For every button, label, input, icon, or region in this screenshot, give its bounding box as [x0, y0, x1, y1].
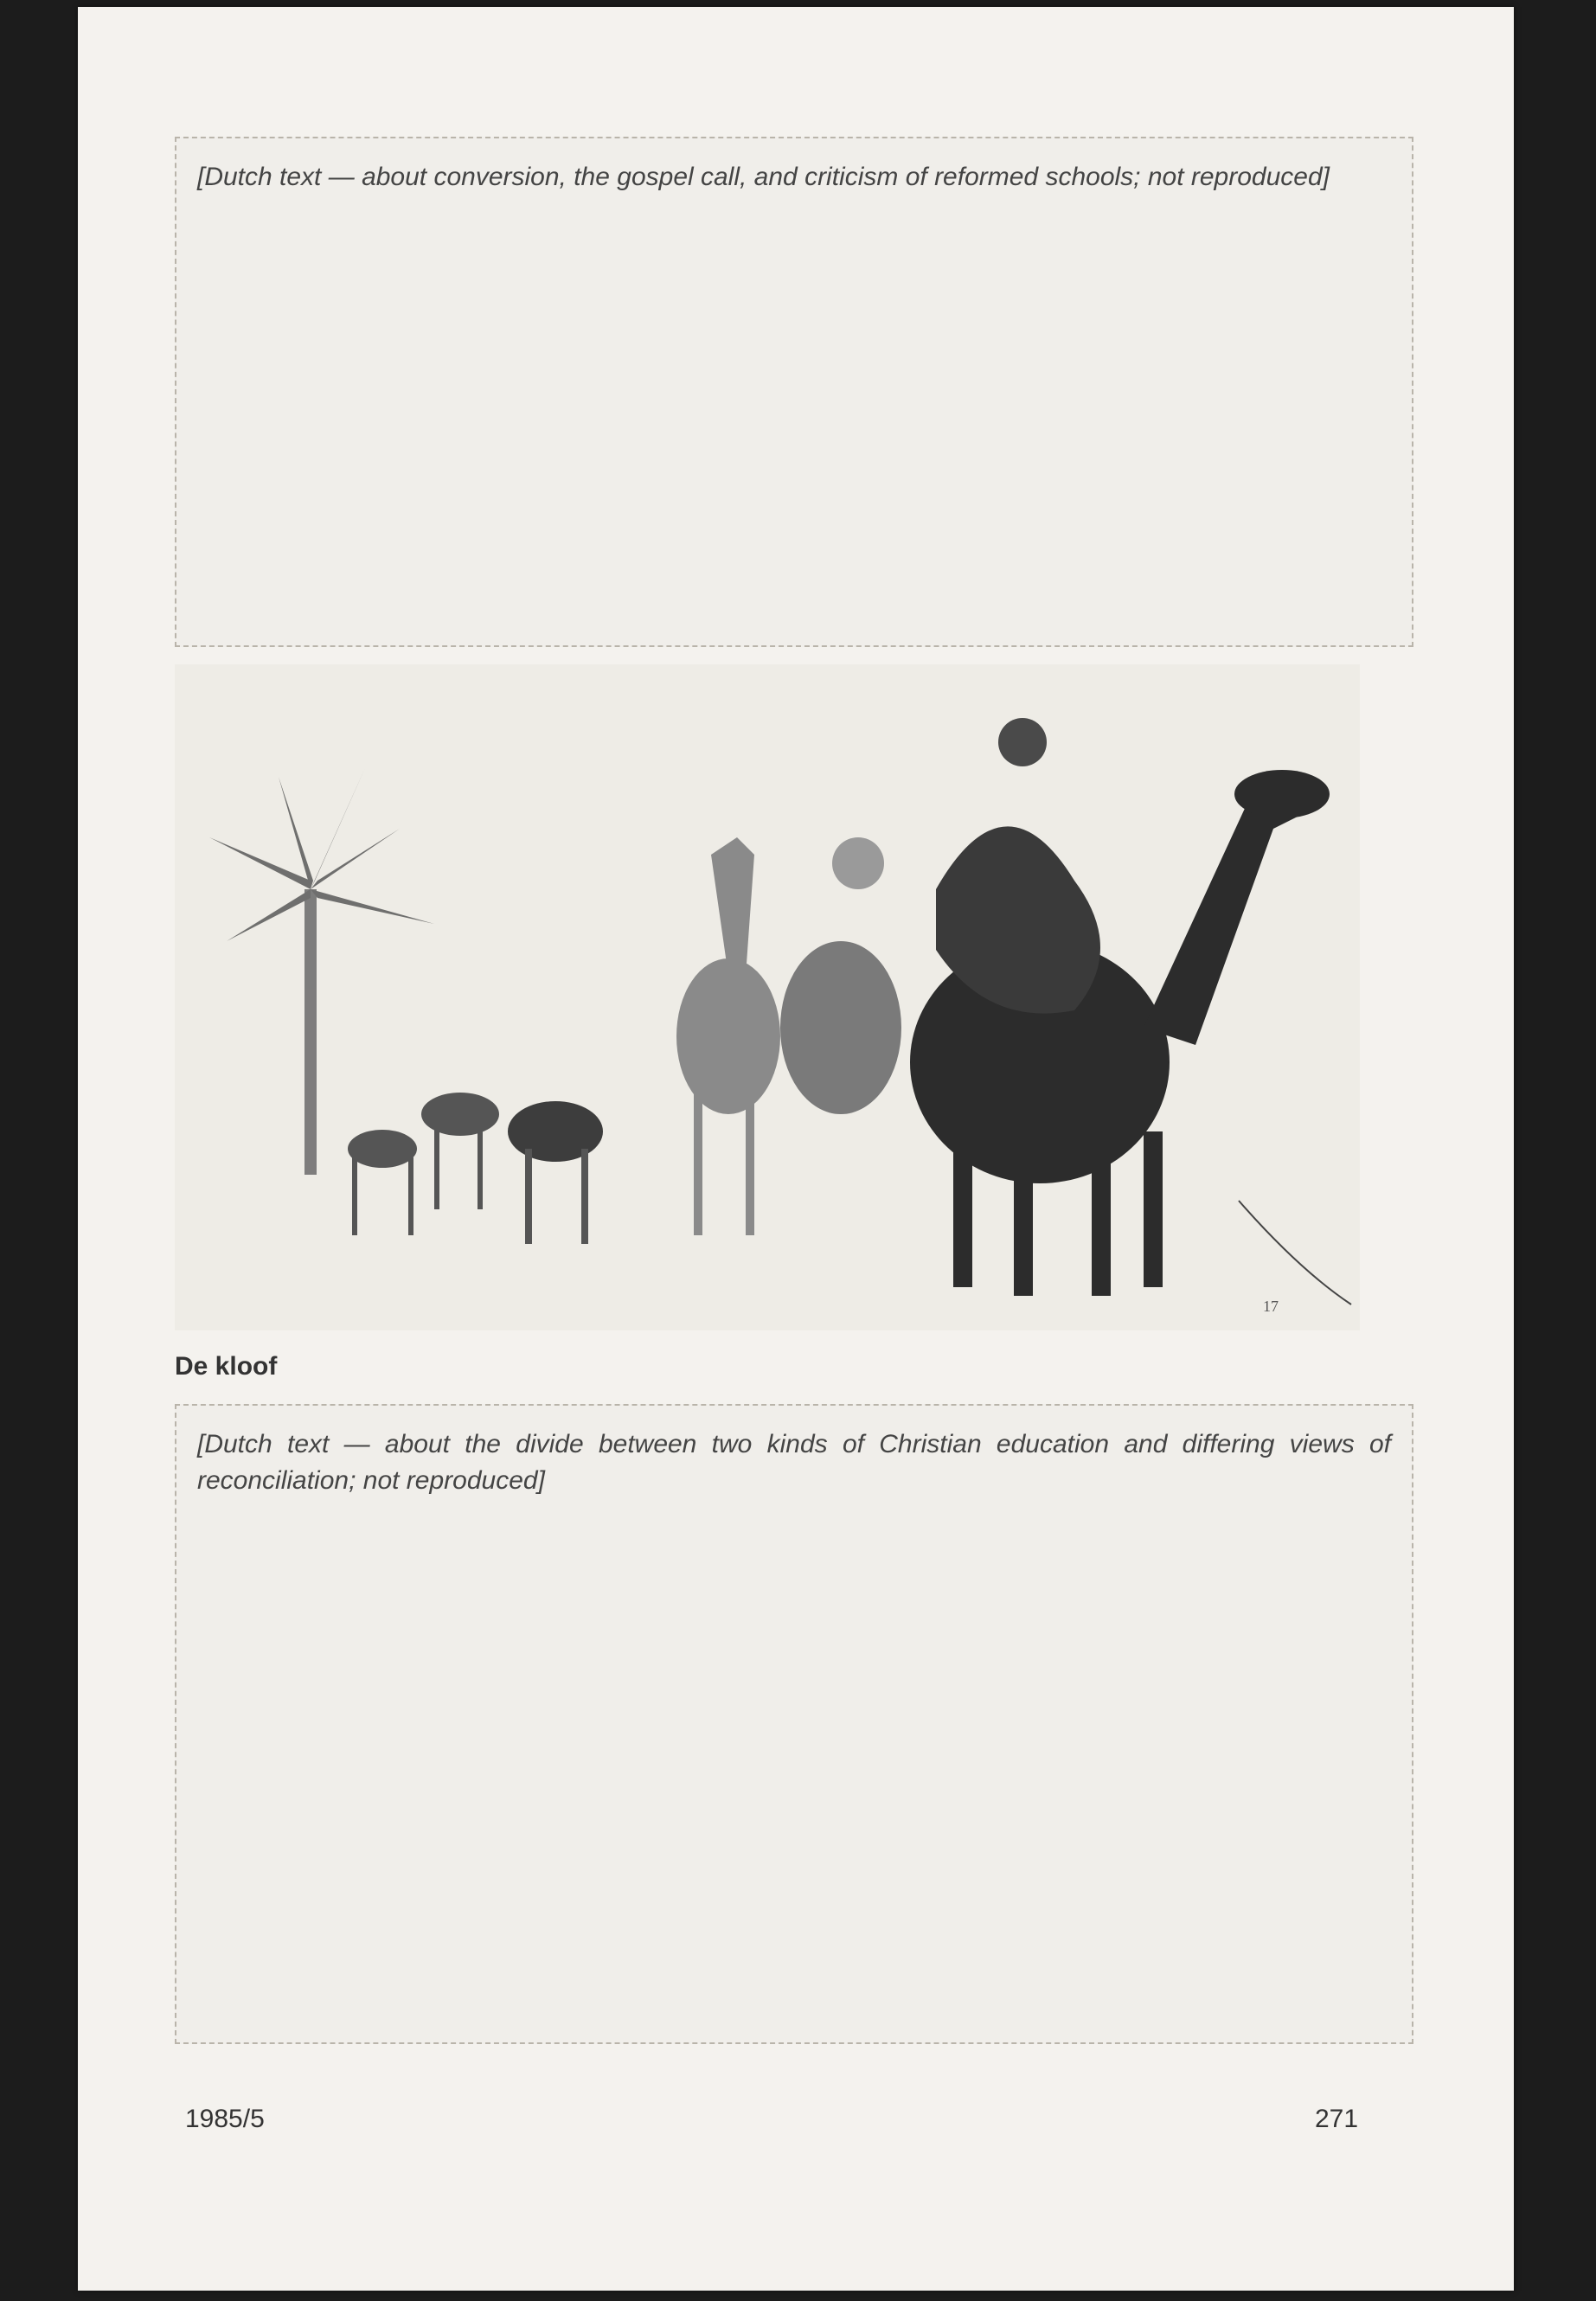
- text-placeholder: [175, 1404, 1413, 2044]
- illustration-number: 17: [1263, 1298, 1279, 1315]
- body-text-bottom: [175, 1404, 1413, 2044]
- text-placeholder: [175, 137, 1413, 647]
- section-heading: De kloof: [175, 1352, 278, 1381]
- body-text-top: [175, 137, 1413, 647]
- camel-caravan-illustration: [175, 664, 1360, 1330]
- text-summary: [Dutch text — about conversion, the gospel call, and criticism of reformed schools; not reproduced]: [197, 163, 1330, 191]
- page-number: 271: [1315, 2105, 1359, 2133]
- text-summary: [Dutch text — about the divide between two kinds of Christian education and differing views of reconciliation; not reproduced]: [197, 1430, 1391, 1495]
- illustration-svg: [175, 664, 1360, 1330]
- issue-number: 1985/5: [185, 2105, 265, 2133]
- document-page: [78, 7, 1514, 2291]
